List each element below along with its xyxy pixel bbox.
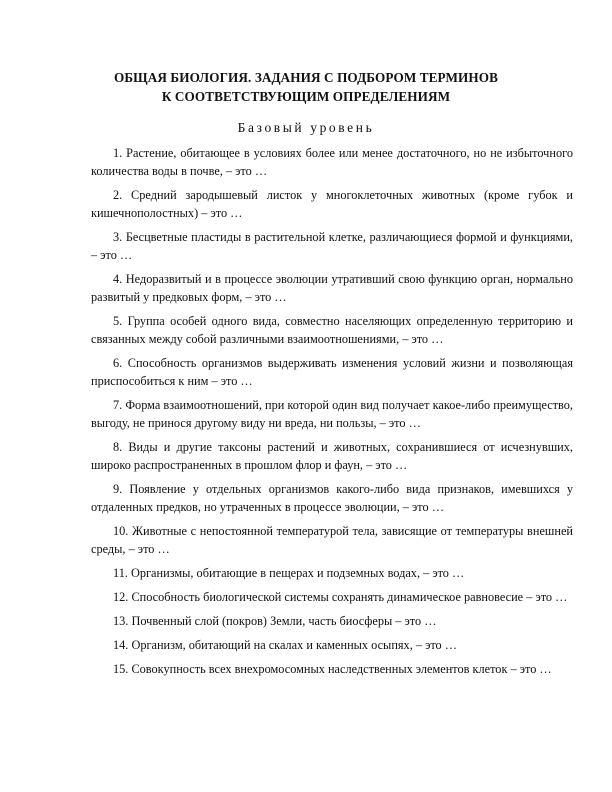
task-item-15: 15. Совокупность всех внехромосомных наследственных элементов клеток – это … <box>113 662 552 676</box>
task-item-12: 12. Способность биологической системы сохранять динамическое равновесие – это … <box>113 590 568 604</box>
task-item-10: 10. Животные с непостоянной температурой тела, зависящие от температуры внешней среды, – это … <box>91 524 573 556</box>
task-item-2: 2. Средний зародышевый листок у многоклеточных животных (кроме губок и кишечнополостных) – это … <box>91 188 573 220</box>
task-item-1: 1. Растение, обитающее в условиях более или менее достаточного, но не избыточного количества воды в почве, – это … <box>91 146 573 178</box>
task-item-9: 9. Появление у отдельных организмов какого-либо вида признаков, имевшихся у отдаленных предков, но утраченных в процессе эволюции, – это … <box>91 482 573 514</box>
task-item-7: 7. Форма взаимоотношений, при которой один вид получает какое-либо преимущество, выгоду, не принося другому виду ни вреда, ни пользы, – это … <box>91 398 573 430</box>
task-item-13: 13. Почвенный слой (покров) Земли, часть биосферы – это … <box>113 614 437 628</box>
level-subtitle: Базовый уровень <box>237 120 375 135</box>
task-item-5: 5. Группа особей одного вида, совместно населяющих определенную территорию и связанных между собой различными взаимоотношениями, – это … <box>91 314 573 346</box>
task-item-3: 3. Бесцветные пластиды в растительной клетке, различающиеся формой и функциями, – это … <box>91 230 573 262</box>
task-item-4: 4. Недоразвитый и в процессе эволюции утративший свою функцию орган, нормально развитый у предковых форм, – это … <box>91 272 573 304</box>
task-item-14: 14. Организм, обитающий на скалах и каменных осыпях, – это … <box>113 638 458 652</box>
task-list <box>91 144 573 684</box>
task-item-11: 11. Организмы, обитающие в пещерах и подземных водах, – это … <box>113 566 465 580</box>
page-title <box>60 68 552 106</box>
task-item-6: 6. Способность организмов выдерживать изменения условий жизни и позволяющая приспособиться к ним – это … <box>91 356 573 388</box>
title-line-1: ОБЩАЯ БИОЛОГИЯ. ЗАДАНИЯ С ПОДБОРОМ ТЕРМИНОВ <box>114 70 498 85</box>
task-item-8: 8. Виды и другие таксоны растений и животных, сохранившиеся от исчезнувших, широко распространенных в прошлом флор и фаун, – это … <box>91 440 573 472</box>
title-line-2: К СООТВЕТСТВУЮЩИМ ОПРЕДЕЛЕНИЯМ <box>161 89 451 104</box>
